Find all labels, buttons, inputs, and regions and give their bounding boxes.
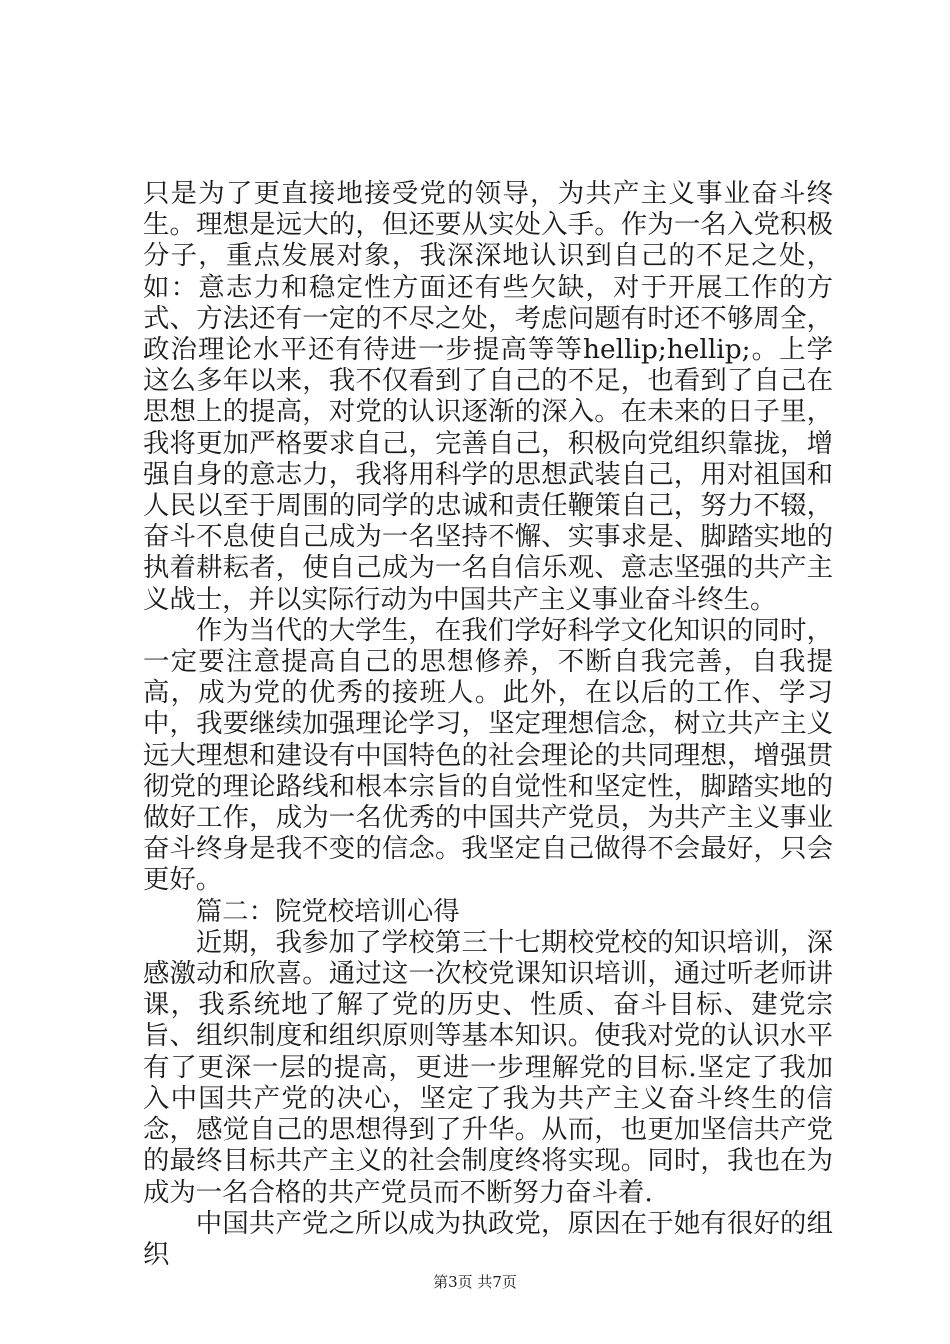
paragraph-2: 作为当代的大学生，在我们学好科学文化知识的同时，一定要注意提高自己的思想修养，不断自我完善，自我提高，成为党的优秀的接班人。此外，在以后的工作、学习中，我要继续加强理论学习，坚定理想信念，树立共产主义远大理想和建设有中国特色的社会理论的共同理想，增强贯彻党的理论路线和根本宗旨的自觉性和坚定性，脚踏实地的做好工作，成为一名优秀的中国共产党员，为共产主义事业奋斗终身是我不变的信念。我坚定自己做得不会最好，只会更好。 (143, 614, 833, 896)
document-body (143, 178, 833, 1270)
paragraph-1: 只是为了更直接地接受党的领导，为共产主义事业奋斗终生。理想是远大的，但还要从实处入手。作为一名入党积极分子，重点发展对象，我深深地认识到自己的不足之处，如：意志力和稳定性方面还有些欠缺，对于开展工作的方式、方法还有一定的不尽之处，考虑问题有时还不够周全，政治理论水平还有待进一步提高等等hellip;hellip;。上学这么多年以来，我不仅看到了自己的不足，也看到了自己在思想上的提高，对党的认识逐渐的深入。在未来的日子里，我将更加严格要求自己，完善自己，积极向党组织靠拢，增强自身的意志力，我将用科学的思想武装自己，用对祖国和人民以至于周围的同学的忠诚和责任鞭策自己，努力不辍，奋斗不息使自己成为一名坚持不懈、实事求是、脚踏实地的执着耕耘者，使自己成为一名自信乐观、意志坚强的共产主义战士，并以实际行动为中国共产主义事业奋斗终生。 (143, 178, 833, 615)
section-heading: 篇二：院党校培训心得 (195, 895, 460, 927)
page-number-footer: 第3页 共7页 (433, 1273, 517, 1291)
paragraph-4: 中国共产党之所以成为执政党，原因在于她有很好的组织 (143, 1207, 833, 1270)
paragraph-3: 近期，我参加了学校第三十七期校党校的知识培训，深感激动和欣喜。通过这一次校党课知识培训，通过听老师讲课，我系统地了解了党的历史、性质、奋斗目标、建党宗旨、组织制度和组织原则等基本知识。使我对党的认识水平有了更深一层的提高，更进一步理解党的目标.坚定了我加入中国共产党的决心，坚定了我为共产主义奋斗终生的信念，感觉自己的思想得到了升华。从而，也更加坚信共产党的最终目标共产主义的社会制度终将实现。同时，我也在为成为一名合格的共产党员而不断努力奋斗着. (143, 926, 833, 1208)
